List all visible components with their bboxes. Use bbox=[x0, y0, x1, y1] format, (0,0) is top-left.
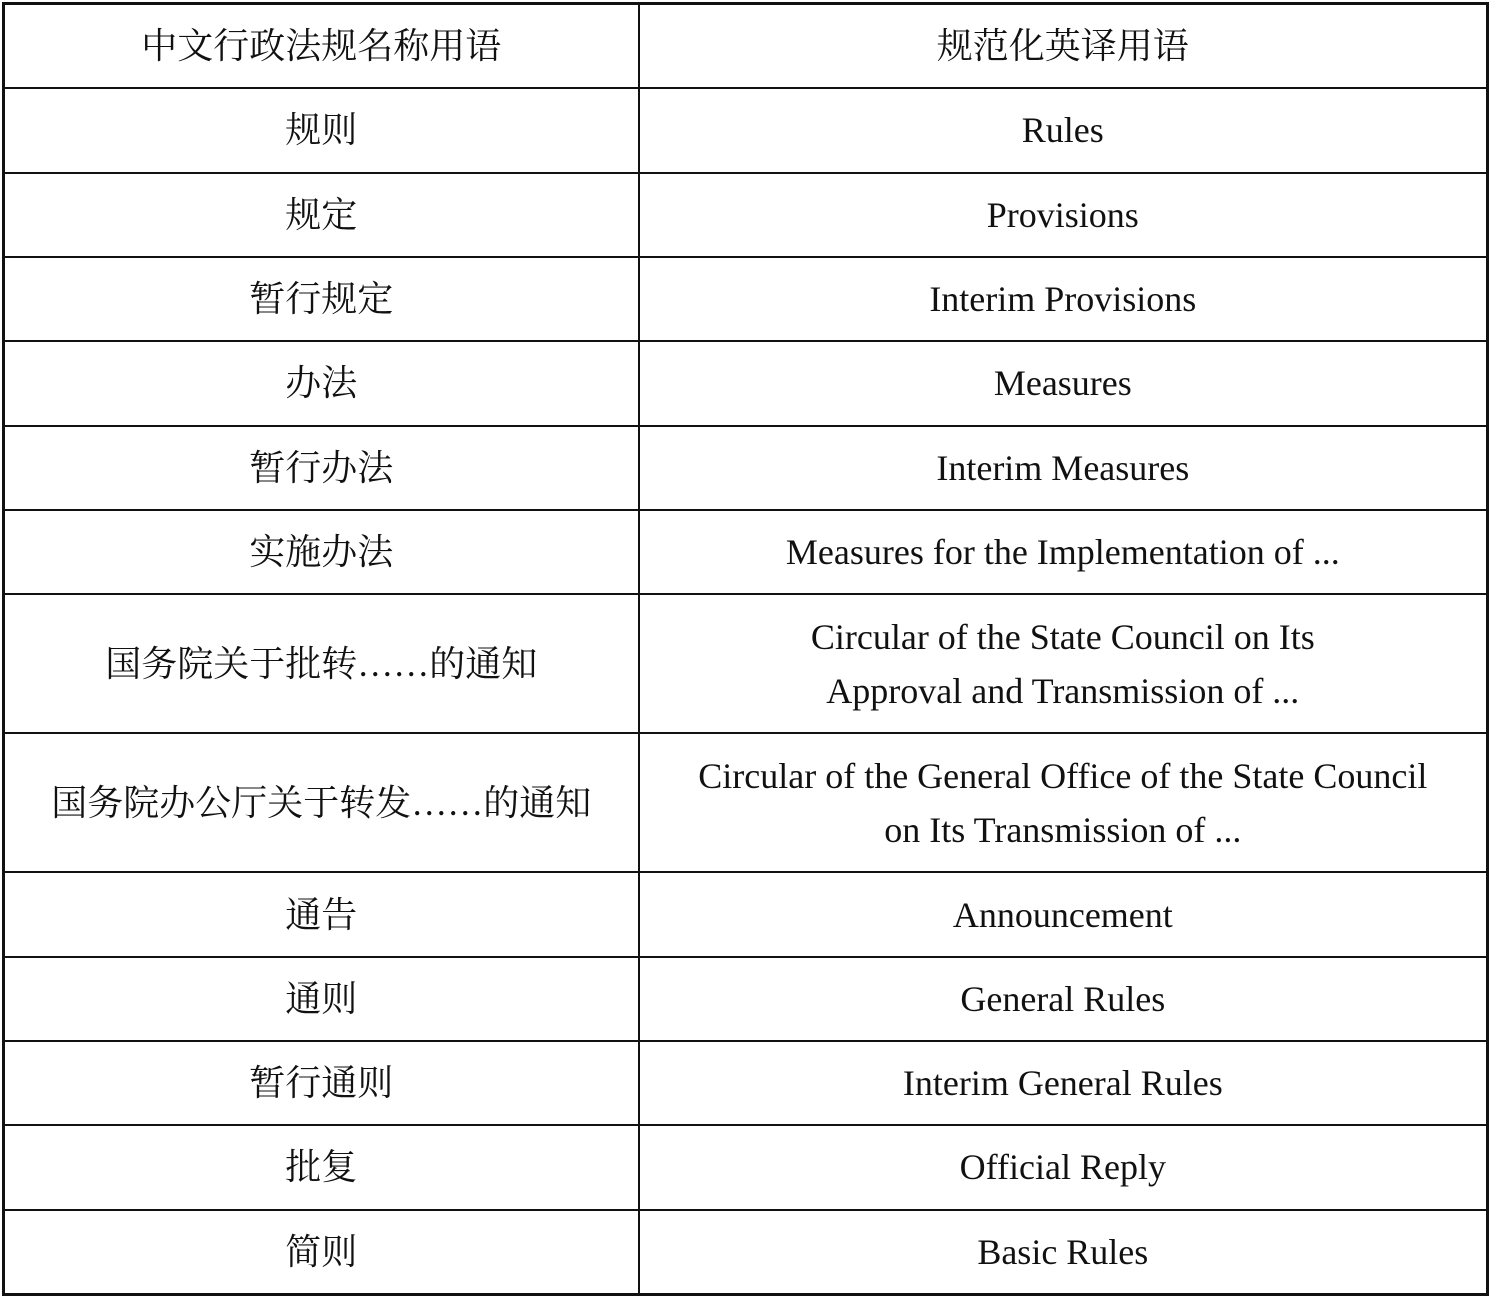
english-term-line: Basic Rules bbox=[977, 1231, 1149, 1272]
chinese-term-cell: 暂行办法 bbox=[4, 426, 639, 510]
english-term-cell bbox=[639, 341, 1488, 425]
table-row bbox=[4, 88, 1488, 172]
table-row bbox=[4, 957, 1488, 1041]
english-term-cell bbox=[639, 1210, 1488, 1295]
table-row bbox=[4, 1210, 1488, 1295]
english-term-line: Measures bbox=[993, 363, 1132, 404]
chinese-term-cell: 国务院办公厅关于转发……的通知 bbox=[4, 733, 639, 872]
english-term-cell bbox=[639, 88, 1488, 172]
english-term-cell bbox=[639, 1125, 1488, 1209]
chinese-term-cell: 办法 bbox=[4, 341, 639, 425]
table-row bbox=[4, 173, 1488, 257]
english-term-line: General Rules bbox=[960, 978, 1166, 1019]
table-row bbox=[4, 1125, 1488, 1209]
table-row bbox=[4, 1041, 1488, 1125]
table-row bbox=[4, 594, 1488, 733]
chinese-term-cell: 实施办法 bbox=[4, 510, 639, 594]
english-term-cell bbox=[639, 957, 1488, 1041]
chinese-term-cell: 暂行规定 bbox=[4, 257, 639, 341]
english-term-cell bbox=[639, 426, 1488, 510]
terminology-table bbox=[2, 2, 1489, 1296]
english-term-line: Official Reply bbox=[959, 1147, 1166, 1188]
header-chinese-term: 中文行政法规名称用语 bbox=[4, 4, 639, 89]
english-term-line: Provisions bbox=[986, 194, 1139, 235]
chinese-term-cell: 暂行通则 bbox=[4, 1041, 639, 1125]
table-row bbox=[4, 257, 1488, 341]
chinese-term-cell: 简则 bbox=[4, 1210, 639, 1295]
english-term-line: Interim Measures bbox=[936, 447, 1190, 488]
chinese-term-cell: 国务院关于批转……的通知 bbox=[4, 594, 639, 733]
chinese-term-cell: 通则 bbox=[4, 957, 639, 1041]
chinese-term-cell: 通告 bbox=[4, 872, 639, 956]
english-term-cell bbox=[639, 872, 1488, 956]
english-term-line: Rules bbox=[1021, 110, 1104, 151]
english-term-line: Interim General Rules bbox=[902, 1063, 1223, 1104]
english-term-cell bbox=[639, 1041, 1488, 1125]
table-header-row bbox=[4, 4, 1488, 89]
table-row bbox=[4, 341, 1488, 425]
english-term-line: Circular of the General Office of the State Council bbox=[698, 755, 1428, 796]
english-term-cell bbox=[639, 594, 1488, 733]
chinese-term-cell: 规则 bbox=[4, 88, 639, 172]
english-term-cell bbox=[639, 510, 1488, 594]
chinese-term-cell: 批复 bbox=[4, 1125, 639, 1209]
table-row bbox=[4, 510, 1488, 594]
header-english-translation: 规范化英译用语 bbox=[639, 4, 1488, 89]
table-row bbox=[4, 426, 1488, 510]
english-term-line: Announcement bbox=[952, 894, 1173, 935]
english-term-line: Measures for the Implementation of ... bbox=[785, 531, 1340, 572]
table-row bbox=[4, 872, 1488, 956]
table-row bbox=[4, 733, 1488, 872]
english-term-line: Approval and Transmission of ... bbox=[826, 670, 1300, 711]
chinese-term-cell: 规定 bbox=[4, 173, 639, 257]
english-term-cell bbox=[639, 173, 1488, 257]
english-term-cell bbox=[639, 733, 1488, 872]
english-term-line: on Its Transmission of ... bbox=[884, 809, 1242, 850]
english-term-cell bbox=[639, 257, 1488, 341]
english-term-line: Interim Provisions bbox=[929, 279, 1197, 320]
english-term-line: Circular of the State Council on Its bbox=[810, 616, 1315, 657]
